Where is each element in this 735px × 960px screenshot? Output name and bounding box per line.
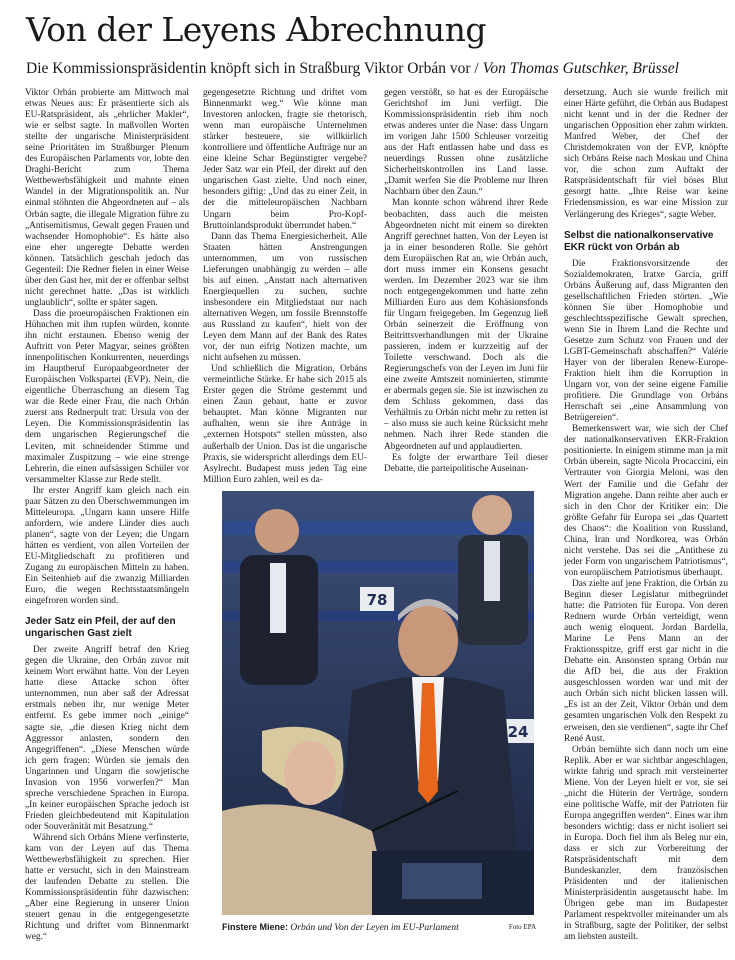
subheadline-separator: / <box>474 60 483 77</box>
article-column-1 <box>25 88 189 943</box>
caption-text: Orbán und Von der Leyen im EU-Parlament <box>290 923 459 933</box>
seat-number: 78 <box>366 591 388 609</box>
shirt <box>270 563 286 633</box>
paragraph: Der zweite Angriff betraf den Krieg gegen die Ukraine, den Orbán zuvor mit keinem Wort erwähnt hatte. Von der Leyen hatte diese Attacke schon öfter unternommen, nun aber saß der Adressat erstmals neben ihr, nur wenige Meter entfernt. Es gebe immer noch „einige“ sagte sie, „die diesen Krieg nicht dem Aggressor anlasten, sondern den Angegriffenen“. „Diese Menschen würde ich gern fragen: Würden sie jemals den Ungarinnen und Ungarn die sowjetische Invasion von 1956 vorwerfen?“ Man spreche verschiedene Sprachen in Europa. „In keiner europäischen Sprache jedoch ist Frieden gleichbedeutend mit Kapitulation oder Souveränität mit Besatzung.“ <box>25 645 189 832</box>
paragraph: Während sich Orbáns Miene verfinsterte, kam von der Leyen auf das Thema Wettbewerbsfähigkeit zu sprechen. Hier hatte er versucht, sich in den Mainstream der laufenden Debatte zu stellen. Die Kommissionspräsidentin führ dazwischen: „Aber eine Regierung in unserer Union steuert genau in die entgegengesetzte Richtung und driftet vom Binnenmarkt weg.“ <box>25 833 189 943</box>
news-photo <box>222 491 534 915</box>
background-person-head <box>472 495 512 535</box>
photo-caption <box>222 922 536 933</box>
article-column-2 <box>203 88 367 485</box>
paragraph: dersetzung. Auch sie wurde freilich mit einer Härte geführt, die Orbán aus Budapest nicht kennt und in der die Redner der ungarischen Opposition eher zahm wirkten. Manfred Weber, der Chef der Christdemokraten von der EVP, knöpfte sich Orbáns Reise nach Moskau und China vor, die schon zum Auftakt der Ratspräsidentschaft für viel böses Blut gesorgt hatte. „Ihre Reise war keine Friedensmission, es war eine Mission zur Verlängerung des Krieges“, sagte Weber. <box>564 88 728 220</box>
article-column-4 <box>564 88 729 943</box>
monitor <box>402 863 482 899</box>
section-heading: Jeder Satz ein Pfeil, der auf den ungarischen Gast zielt <box>25 616 176 640</box>
caption-label: Finstere Miene: <box>222 922 289 932</box>
headline: Von der Leyens Abrechnung <box>26 10 487 49</box>
subheadline-text: Die Kommissionspräsidentin knöpft sich in Straßburg Viktor Orbán vor <box>26 60 471 77</box>
central-person-head <box>398 605 458 677</box>
subheadline <box>26 60 679 78</box>
paragraph: gegengesetzte Richtung und driftet vom Binnenmarkt weg.“ Wie könne man Investoren anlocken, fragte sie rhetorisch, wenn man europäische Unternehmen stärker besteuere, sie willkürlich kontrolliere und öffentliche Aufträge nur an eine kleine Schar Begünstigter vergebe? Jeder Satz war ein Pfeil, der direkt auf den ungarischen Gast zielte. Und noch einer, besonders giftig: „Und das zu einer Zeit, in der die mitteleuropäischen Nachbarn Ungarn beim Pro-Kopf-Bruttoinlandsprodukt überrundet haben.“ <box>203 88 367 231</box>
background-person-head <box>255 509 299 553</box>
paragraph: gegen verstößt, so hat es der Europäische Gerichtshof im Juni verfügt. Die Kommissionspräsidentin rieb ihm noch etwas anderes unter die Nase: dass Ungarn im vorigen Jahr 1500 Schleuser vorzeitig aus der Haft entlassen habe und dass es neuerdings Russen ohne zusätzliche Sicherheitskontrollen ins Land lasse. „Damit werfen Sie die Probleme nur Ihren Nachbarn über den Zaun.“ <box>384 88 548 198</box>
article-column-3 <box>384 88 548 473</box>
seat-number: 24 <box>507 723 529 741</box>
author-byline: Von Thomas Gutschker, Brüssel <box>482 60 679 77</box>
paragraph: Das zielte auf jene Fraktion, die Orbán zu Beginn dieser Legislatur mitbegründet hatte: die Patrioten für Europa. Von deren Rednern wurde Orbán verteidigt, wenn auch wenig eloquent. Jordan Bardella, Marine Le Pens Mann an der Fraktionsspitze, griff erst gar nicht in die Debatte ein. Ansonsten sprang Orbán nur die AfD bei, die aus der Fraktion ausgeschlossen worden war und mit der auch Orbán sich nicht blicken lassen will. „Es ist an der Zeit, Viktor Orbán und dem gesamten ungarischen Volk den Respekt zu erweisen, den sie verdienen“, sagte ihr Chef René Aust. <box>564 578 728 744</box>
shirt <box>484 541 500 601</box>
paragraph: Orbán bemühte sich dann noch um eine Replik. Aber er war sichtbar angeschlagen, wirkte fahrig und sprach mit versteinerter Miene. Von der Leyen hielt er vor, sie sei „nicht die Hüterin der Verträge, sondern eine politische Waffe, mit der Patrioten für Europa angegriffen werden“. Eines war ihm besonders wichtig: dass er nicht isoliert sei in Europa. Doch fiel ihm als Beleg nur ein, dass er sich zur Vorbereitung der Ratspräsidentschaft mit dem Bundeskanzler, dem französischen Präsidenten und der italienischen Ministerpräsidentin ausgetauscht habe. Im Übrigen gebe man im Budapester Parlament respektvoller miteinander um als in Straßburg, sagte der Politiker, der selbst am liebsten austeilt. <box>564 744 729 943</box>
paragraph: Bemerkenswert war, wie sich der Chef der nationalkonservativen EKR-Fraktion positionierte. In einigem stimme man ja mit Orbán überein, sagte Nicola Procaccini, ein Vertrauter von Giorgia Meloni, was den Wert der Familie und die Gefahr der Migration angehe. Dann reihte aber auch er sich in den Chor der Kritiker ein: Die größte Gefahr für Europa sei „das Quartett des Chaos“: die Koalition von Russland, China, Iran und Nordkorea, was Orbán nicht verstehe. Das sei die „Antithese zu jeder Form von ungarischem Patriotismus“, von europäischem Patriotismus überhaupt. <box>564 424 728 578</box>
paragraph: Man konnte schon während ihrer Rede beobachten, dass auch die meisten Abgeordneten nicht mit einem so direkten Angriff gerechnet hatten. Von der Leyen ist ja in einer besonderen Rolle. Sie gehört dem Europäischen Rat an, wie Orbán auch, dort muss immer ein Konsens gesucht werden. Im Dezember 2023 war sie ihm noch entgegengekommen und hatte zehn Milliarden Euro aus dem Kohäsionsfonds für Ungarn freigegeben. Im Gegenzug ließ Orbán seinerzeit die Eröffnung von Beitrittsverhandlungen mit der Ukraine passieren, indem er kurzzeitig auf der Toilette verschwand. Doch als die Regierungschefs von der Leyen im Juni für eine zweite Amtszeit nominierten, stimmte er abermals gegen sie. Sie ist inzwischen zu dem Schluss gekommen, dass das Verhältnis zu Orbán nicht mehr zu retten ist – also muss sie auch keine Rücksicht mehr nehmen. Nach ihrer Rede standen die Abgeordneten auf und applaudierten. <box>384 198 548 452</box>
foreground-person-face <box>284 741 336 805</box>
paragraph: Die Fraktionsvorsitzende der Sozialdemokraten, Iratxe García, griff Orbáns Äußerung auf, dass Migranten den gesellschaftlichen Frieden störten. „Wie können Sie über Homophobie und geschlechtsspezifische Gewalt sprechen, wenn Sie in Ihrem Land die Rechte und Gesetze zum Schutz von Frauen und der LGBT-Gemeinschaft abschaffen?“ Valérie Hayer von der liberalen Renew-Europe-Fraktion hielt ihm die Korruption in Ungarn vor, von der seine eigene Familie profitiere. Die Grundlage von Orbáns Herrschaft sei „eine Ansammlung von Betrügereien“. <box>564 258 728 424</box>
paragraph: Dann das Thema Energiesicherheit. Alle Staaten hätten Anstrengungen unternommen, um von russischen Lieferungen unabhängig zu werden – alle bis auf einen. „Anstatt nach alternativen Energiequellen zu suchen, suchte insbesondere ein Mitgliedstaat nur nach alternativen Wegen, um fossile Brennstoffe aus Russland zu kaufen“, hielt von der Leyen dem Mann auf der Bank des Rates vor, der nun eifrig Notizen machte, um nicht aufsehen zu müssen. <box>203 231 367 364</box>
section-heading: Selbst die nationalkonservative EKR rückt von Orbán ab <box>564 229 714 253</box>
photo-credit: Foto EPA <box>508 923 536 931</box>
paragraph: Es folgte der erwartbare Teil dieser Debatte, die parteipolitische Auseinan- <box>384 452 548 474</box>
paragraph: Dass die proeuropäischen Fraktionen ein Hühnchen mit ihm rupfen würden, konnte ihn nicht erstaunen. Ebenso wenig der Auftritt von Peter Magyar, seines größten innenpolitischen Konkurrenten, neuerdings im Hauptberuf Europaabgeordneter der Europäischen Volkspartei (EVP). Nein, die eigentliche Überraschung an diesem Tag war die Rede einer Frau, die nach Orbán zuerst ans Rednerpult trat: Ursula von der Leyen. Die Kommissionspräsidentin las dem ungarischen Regierungschef die Leviten, mit schneidender Stimme und maximaler Zuspitzung – wie eine strenge Lehrerin, die einen aufsässigen Schüler vor versammelter Klasse zur Rede stellt. <box>25 308 189 485</box>
paragraph: Viktor Orbán probierte am Mittwoch mal etwas Neues aus: Er präsentierte sich als EU-Ratspräsident, als „ehrlicher Makler“, wie er selbst sagte. In maßvollen Worten stellte der ungarische Ministerpräsident seine Prioritäten im Straßburger Plenum des Europäischen Parlaments vor, lobte den Draghi-Bericht zum Thema Wettbewerbsfähigkeit und mahnte einen Wandel in der Migrationspolitik an. Nur einmal stöhnten die Abgeordneten auf – als Orbán sagte, die illegale Migration führe zu „Antisemitismus, Gewalt gegen Frauen und wachsender Homophobie“. Es hätte also eine eher ungeregte Debatte werden können. Tatsächlich geschah jedoch das Gegenteil: Die Redner fielen in einer Weise über den Gast her, mit der er offenbar selbst nicht gerechnet hatte. „Das ist wirklich unglaublich“, sollte er später sagen. <box>25 88 189 308</box>
paragraph: Ihr erster Angriff kam gleich nach ein paar Sätzen zu den Überschwemmungen im Mitteleuropa. „Ungarn kann unsere Hilfe anfordern, wie andere Länder dies auch planen“, sagte von der Leyen; die Ungarn hätten es verdient, von allen Vorteilen der EU-Mitgliedschaft zu profitieren und Zugang zu europäischen Mitteln zu haben. Ein Seitenhieb auf die zwanzig Milliarden Euro, die wegen Rechtsstaatsmängeln eingefroren worden sind. <box>25 485 189 607</box>
paragraph: Und schließlich die Migration, Orbáns vermeintliche Stärke. Er habe sich 2015 als Erster gegen die Ströme gestemmt und einen Zaun gebaut, hatte er zuvor behauptet. Man könne Migranten nur aufhalten, wenn sie ihre Anträge in „externen Hotspots“ stellen müssten, also außerhalb der Union. Das ist die ungarische Praxis, sie widerspricht allerdings dem EU-Asylrecht. Budapest muss jeden Tag eine Million Euro zahlen, weil es da- <box>203 364 367 485</box>
parliament-photo-illustration <box>222 491 534 915</box>
